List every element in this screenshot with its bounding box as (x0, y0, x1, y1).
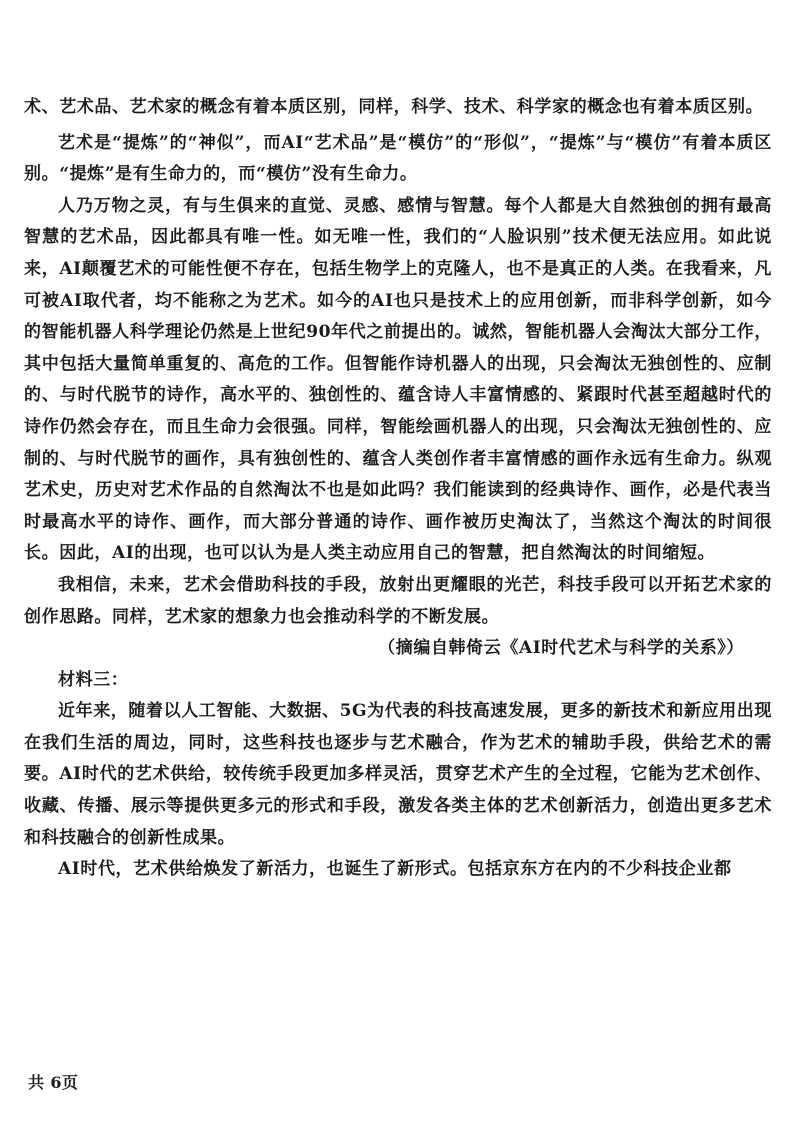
paragraph-human-uniqueness: 人乃万物之灵，有与生俱来的直觉、灵感、感情与智慧。每个人都是大自然独创的拥有最高智慧的艺术品，因此都具有唯一性。如无唯一性，我们的“人脸识别”技术便无法应用。如此说来，AI颠覆艺术的可能性便不存在，包括生物学上的克隆人，也不是真正的人类。在我看来，凡可被AI取代者，均不能称之为艺术。如今的AI也只是技术上的应用创新，而非科学创新，如今的智能机器人科学理论仍然是上世纪90年代之前提出的。诚然，智能机器人会淘汰大部分工作，其中包括大量简单重复的、高危的工作。但智能作诗机器人的出现，只会淘汰无独创性的、应制的、与时代脱节的诗作，高水平的、独创性的、蕴含诗人丰富情感的、紧跟时代甚至超越时代的诗作仍然会存在，而且生命力会很强。同样，智能绘画机器人的出现，只会淘汰无独创性的、应制的、与时代脱节的画作，具有独创性的、蕴含人类创作者丰富情感的画作永远有生命力。纵观艺术史，历史对艺术作品的自然淘汰不也是如此吗？我们能读到的经典诗作、画作，必是代表当时最高水平的诗作、画作，而大部分普通的诗作、画作被历史淘汰了，当然这个淘汰的时间很长。因此，AI的出现，也可以认为是人类主动应用自己的智慧，把自然淘汰的时间缩短。 (24, 195, 772, 564)
material-three-heading: 材料三： (58, 669, 129, 690)
paragraph-future-art-tech: 我相信，未来，艺术会借助科技的手段，放射出更耀眼的光芒，科技手段可以开拓艺术家的创作思路。同样，艺术家的想象力也会推动科学的不断发展。 (24, 574, 772, 627)
paragraph-continuation: 术、艺术品、艺术家的概念有着本质区别，同样，科学、技术、科学家的概念也有着本质区别。 (24, 97, 764, 117)
paragraph-art-refinement: 艺术是“提炼”的“神似”，而AI“艺术品”是“模仿”的“形似”，“提炼”与“模仿”有着本质区别。“提炼”是有生命力的，而“模仿”没有生命力。 (24, 132, 772, 185)
page-footer: 共 6页 (28, 1073, 79, 1092)
paragraph-ai-era: AI时代，艺术供给焕发了新活力，也诞生了新形式。包括京东方在内的不少科技企业都 (58, 859, 732, 880)
document-body (24, 92, 772, 886)
paragraph-recent-years: 近年来，随着以人工智能、大数据、5G为代表的科技高速发展，更多的新技术和新应用出现在我们生活的周边，同时，这些科技也逐步与艺术融合，作为艺术的辅助手段，供给艺术的需要。AI时代的艺术供给，较传统手段更加多样灵活，贯穿艺术产生的全过程，它能为艺术创作、收藏、传播、展示等提供更多元的形式和手段，激发各类主体的艺术创新活力，创造出更多艺术和科技融合的创新性成果。 (24, 701, 772, 848)
source-citation: （摘编自韩倚云《AI时代艺术与科学的关系》） (378, 638, 744, 659)
